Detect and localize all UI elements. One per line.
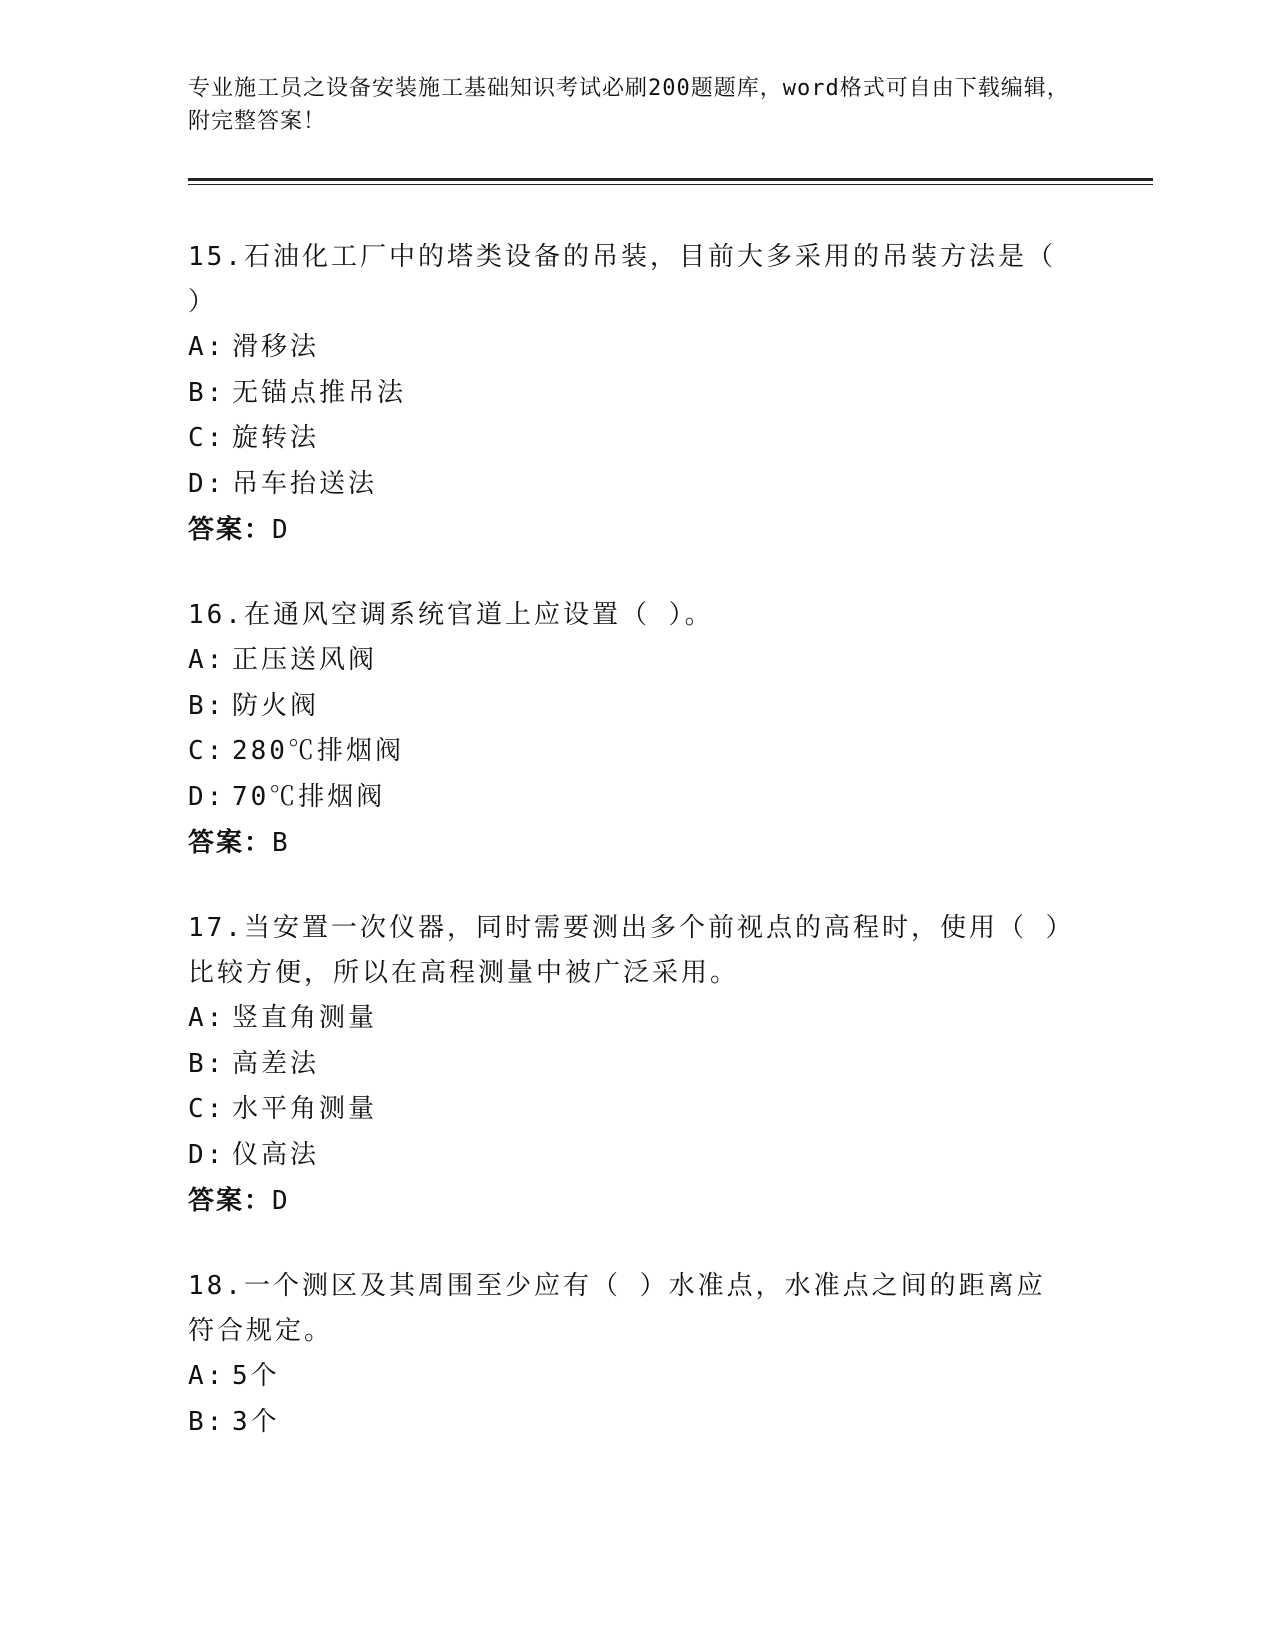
question-text [188, 1264, 1068, 1354]
question-text [188, 593, 1068, 638]
option-text: 旋转法 [232, 423, 320, 453]
question-15 [188, 235, 1068, 553]
question-number: 15. [188, 242, 244, 272]
option-text: 280℃排烟阀 [232, 736, 404, 766]
option-c [188, 729, 1068, 775]
question-18 [188, 1264, 1068, 1445]
option-letter: C: [188, 736, 226, 766]
option-c [188, 1087, 1068, 1133]
option-text: 5个 [232, 1361, 280, 1391]
option-text: 水平角测量 [232, 1094, 378, 1124]
question-stem: 石油化工厂中的塔类设备的吊装，目前大多采用的吊装方法是（ ） [188, 242, 1056, 317]
option-b [188, 684, 1068, 730]
answer-line [188, 820, 1068, 866]
answer-label: 答案： [188, 515, 273, 545]
option-text: 防火阀 [232, 690, 320, 721]
header-divider-thick [188, 178, 1153, 181]
option-a [188, 1354, 1068, 1400]
option-letter: A: [188, 645, 226, 675]
answer-value: D [272, 1186, 290, 1216]
option-b [188, 1400, 1068, 1446]
option-letter: A: [188, 1361, 226, 1391]
question-number: 17. [188, 913, 244, 943]
option-d [188, 1133, 1068, 1179]
option-text: 正压送风阀 [232, 645, 378, 675]
option-text: 滑移法 [232, 332, 320, 362]
option-text: 无锚点推吊法 [232, 377, 407, 408]
answer-value: D [272, 515, 290, 545]
option-text: 3个 [232, 1406, 280, 1437]
option-text: 吊车抬送法 [232, 468, 378, 499]
answer-line [188, 1178, 1068, 1224]
option-a [188, 638, 1068, 684]
question-number: 18. [188, 1271, 244, 1301]
option-text: 竖直角测量 [232, 1003, 378, 1033]
question-number: 16. [188, 600, 244, 630]
option-a [188, 325, 1068, 371]
question-stem: 在通风空调系统官道上应设置（ ）。 [243, 600, 714, 630]
option-text: 高差法 [232, 1048, 320, 1079]
option-d [188, 775, 1068, 821]
answer-line [188, 507, 1068, 553]
option-letter: B: [188, 377, 226, 408]
document-header: 专业施工员之设备安装施工基础知识考试必刷200题题库，word格式可自由下载编辑，附完整答案！ [188, 76, 1070, 134]
question-stem: 一个测区及其周围至少应有（ ）水准点，水准点之间的距离应符合规定。 [188, 1271, 1046, 1346]
option-c [188, 416, 1068, 462]
question-list [188, 235, 1068, 1485]
question-16 [188, 593, 1068, 866]
answer-value: B [272, 828, 290, 858]
option-letter: B: [188, 1048, 226, 1079]
option-letter: C: [188, 423, 226, 453]
question-text [188, 235, 1068, 325]
option-letter: C: [188, 1094, 226, 1124]
option-b [188, 371, 1068, 417]
option-letter: A: [188, 1003, 226, 1033]
option-letter: A: [188, 332, 226, 362]
option-letter: B: [188, 1406, 226, 1437]
option-b [188, 1042, 1068, 1088]
option-letter: B: [188, 690, 226, 721]
question-17 [188, 906, 1068, 1224]
option-text: 70℃排烟阀 [232, 781, 386, 812]
question-text [188, 906, 1068, 996]
question-stem: 当安置一次仪器，同时需要测出多个前视点的高程时，使用（ ）比较方便，所以在高程测量中被广泛采用。 [188, 913, 1062, 988]
option-letter: D: [188, 781, 226, 812]
option-a [188, 996, 1068, 1042]
option-text: 仪高法 [232, 1139, 320, 1170]
option-letter: D: [188, 1139, 226, 1170]
option-d [188, 462, 1068, 508]
answer-label: 答案： [188, 1186, 273, 1216]
header-divider-thin [188, 184, 1153, 185]
option-letter: D: [188, 468, 226, 499]
answer-label: 答案： [188, 828, 273, 858]
